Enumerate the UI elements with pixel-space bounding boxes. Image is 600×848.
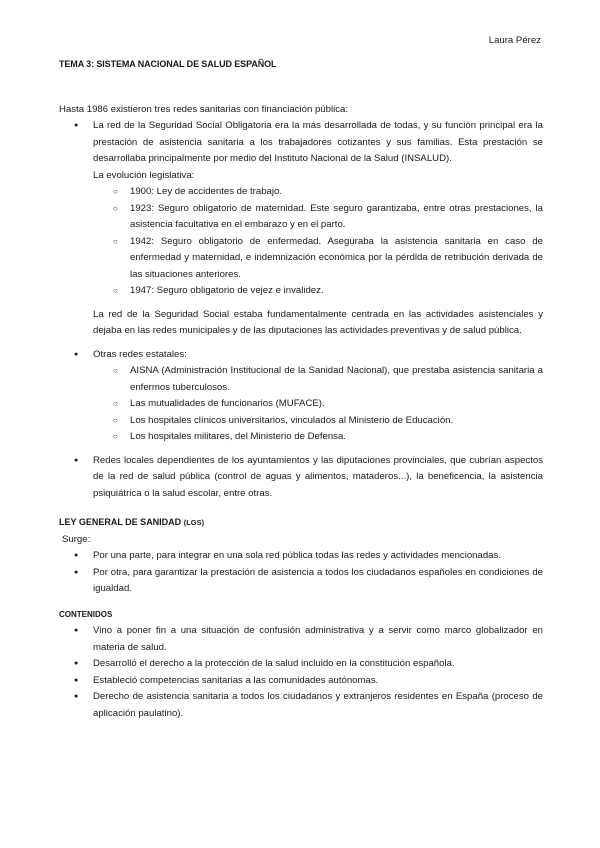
lgs-list (59, 548, 543, 598)
bullet1-text: ● La red de la Seguridad Social Obligatoria era la más desarrollada de todas, y su función principal era la prestación de asistencia sanitaria a los trabajadores cotizantes y sus familias. Esta prestación se desarrollaba principalmente por medio del Instituto Nacional de la Salud (INSALUD). (93, 120, 543, 164)
lgs-abbr: (LGS) (183, 518, 205, 527)
contenido-item: ● Derecho de asistencia sanitaria a todos los ciudadanos y extranjeros residentes en España (proceso de aplicación paulatino). (93, 691, 543, 719)
surge-label: Surge: (62, 533, 91, 545)
contenido-item: ● Vino a poner fin a una situación de confusión administrativa y a servir como marco globalizador en materia de salud. (93, 625, 543, 653)
list-item (59, 548, 543, 565)
list-item (59, 453, 543, 503)
list-item (59, 673, 543, 690)
list-item (59, 656, 543, 673)
lgs-item: ● Por otra, para garantizar la prestación de asistencia a todos los ciudadanos españoles en condiciones de igualdad. (93, 566, 543, 594)
list-item (93, 363, 543, 396)
main-list (59, 118, 543, 502)
list-item (93, 234, 543, 284)
evolution-item: ○ 1923: Seguro obligatorio de maternidad. Este seguro garantizaba, entre otras prestaciones, la asistencia facultativa en el embarazo y en el parto. (130, 202, 543, 230)
evolution-label: La evolución legislativa: (93, 169, 195, 181)
network-item: ○ AISNA (Administración Institucional de la Sanidad Nacional), que prestaba asistencia sanitaria a enfermos tuberculosos. (130, 365, 543, 393)
list-item (93, 184, 543, 201)
contenidos-heading: CONTENIDOS (59, 609, 113, 619)
contenido-item: ● Desarrolló el derecho a la protección de la salud incluido en la constitución española. (93, 658, 455, 669)
author-name: Laura Pérez (488, 35, 541, 46)
intro-text: Hasta 1986 existieron tres redes sanitarias con financiación pública: (59, 103, 349, 115)
list-item (59, 347, 543, 446)
network-item: ○ Las mutualidades de funcionarios (MUFACE). (130, 398, 325, 409)
lgs-item: ● Por una parte, para integrar en una sola red pública todas las redes y actividades mencionadas. (93, 550, 501, 561)
list-item (59, 623, 543, 656)
list-item (93, 413, 543, 430)
list-item (93, 283, 543, 300)
bullet1-closing: La red de la Seguridad Social estaba fundamentalmente centrada en las actividades asistenciales y dejaba en las redes municipales y de las diputaciones las actividades preventivas y de salud pública. (93, 308, 543, 336)
network-item: ○ Los hospitales militares, del Ministerio de Defensa. (130, 431, 346, 442)
list-item (93, 201, 543, 234)
list-item (59, 689, 543, 722)
lgs-title: LEY GENERAL DE SANIDAD (59, 517, 182, 527)
other-networks-list (93, 363, 543, 446)
evolution-item: ○ 1947: Seguro obligatorio de vejez e invalidez. (130, 285, 324, 296)
bullet3-text: ● Redes locales dependientes de los ayuntamientos y las diputaciones provinciales, que cubrían aspectos de la red de salud pública (control de aguas y alimentos, mataderos...), la beneficencia, la asistencia psiquiátrica o la salud escolar, entre otras. (93, 454, 543, 499)
page-title: TEMA 3: SISTEMA NACIONAL DE SALUD ESPAÑOL (59, 59, 277, 69)
lgs-heading (59, 514, 543, 532)
network-item: ○ Los hospitales clínicos universitarios, vinculados al Ministerio de Educación. (130, 414, 454, 426)
list-item (93, 429, 543, 446)
evolution-item: ○ 1900: Ley de accidentes de trabajo. (130, 186, 283, 197)
contenidos-list (59, 623, 543, 722)
evolution-list (93, 184, 543, 300)
list-item (59, 565, 543, 598)
document-body (59, 56, 543, 722)
contenido-item: ● Estableció competencias sanitarias a las comunidades autónomas. (93, 674, 379, 686)
list-item (93, 396, 543, 413)
bullet2-text: ● Otras redes estatales: (93, 348, 187, 360)
list-item (59, 118, 543, 340)
evolution-item: ○ 1942: Seguro obligatorio de enfermedad. Aseguraba la asistencia sanitaria en caso de enfermedad y maternidad, e indemnización económica por la pérdida de retribución derivada de las situaciones anteriores. (130, 235, 543, 280)
